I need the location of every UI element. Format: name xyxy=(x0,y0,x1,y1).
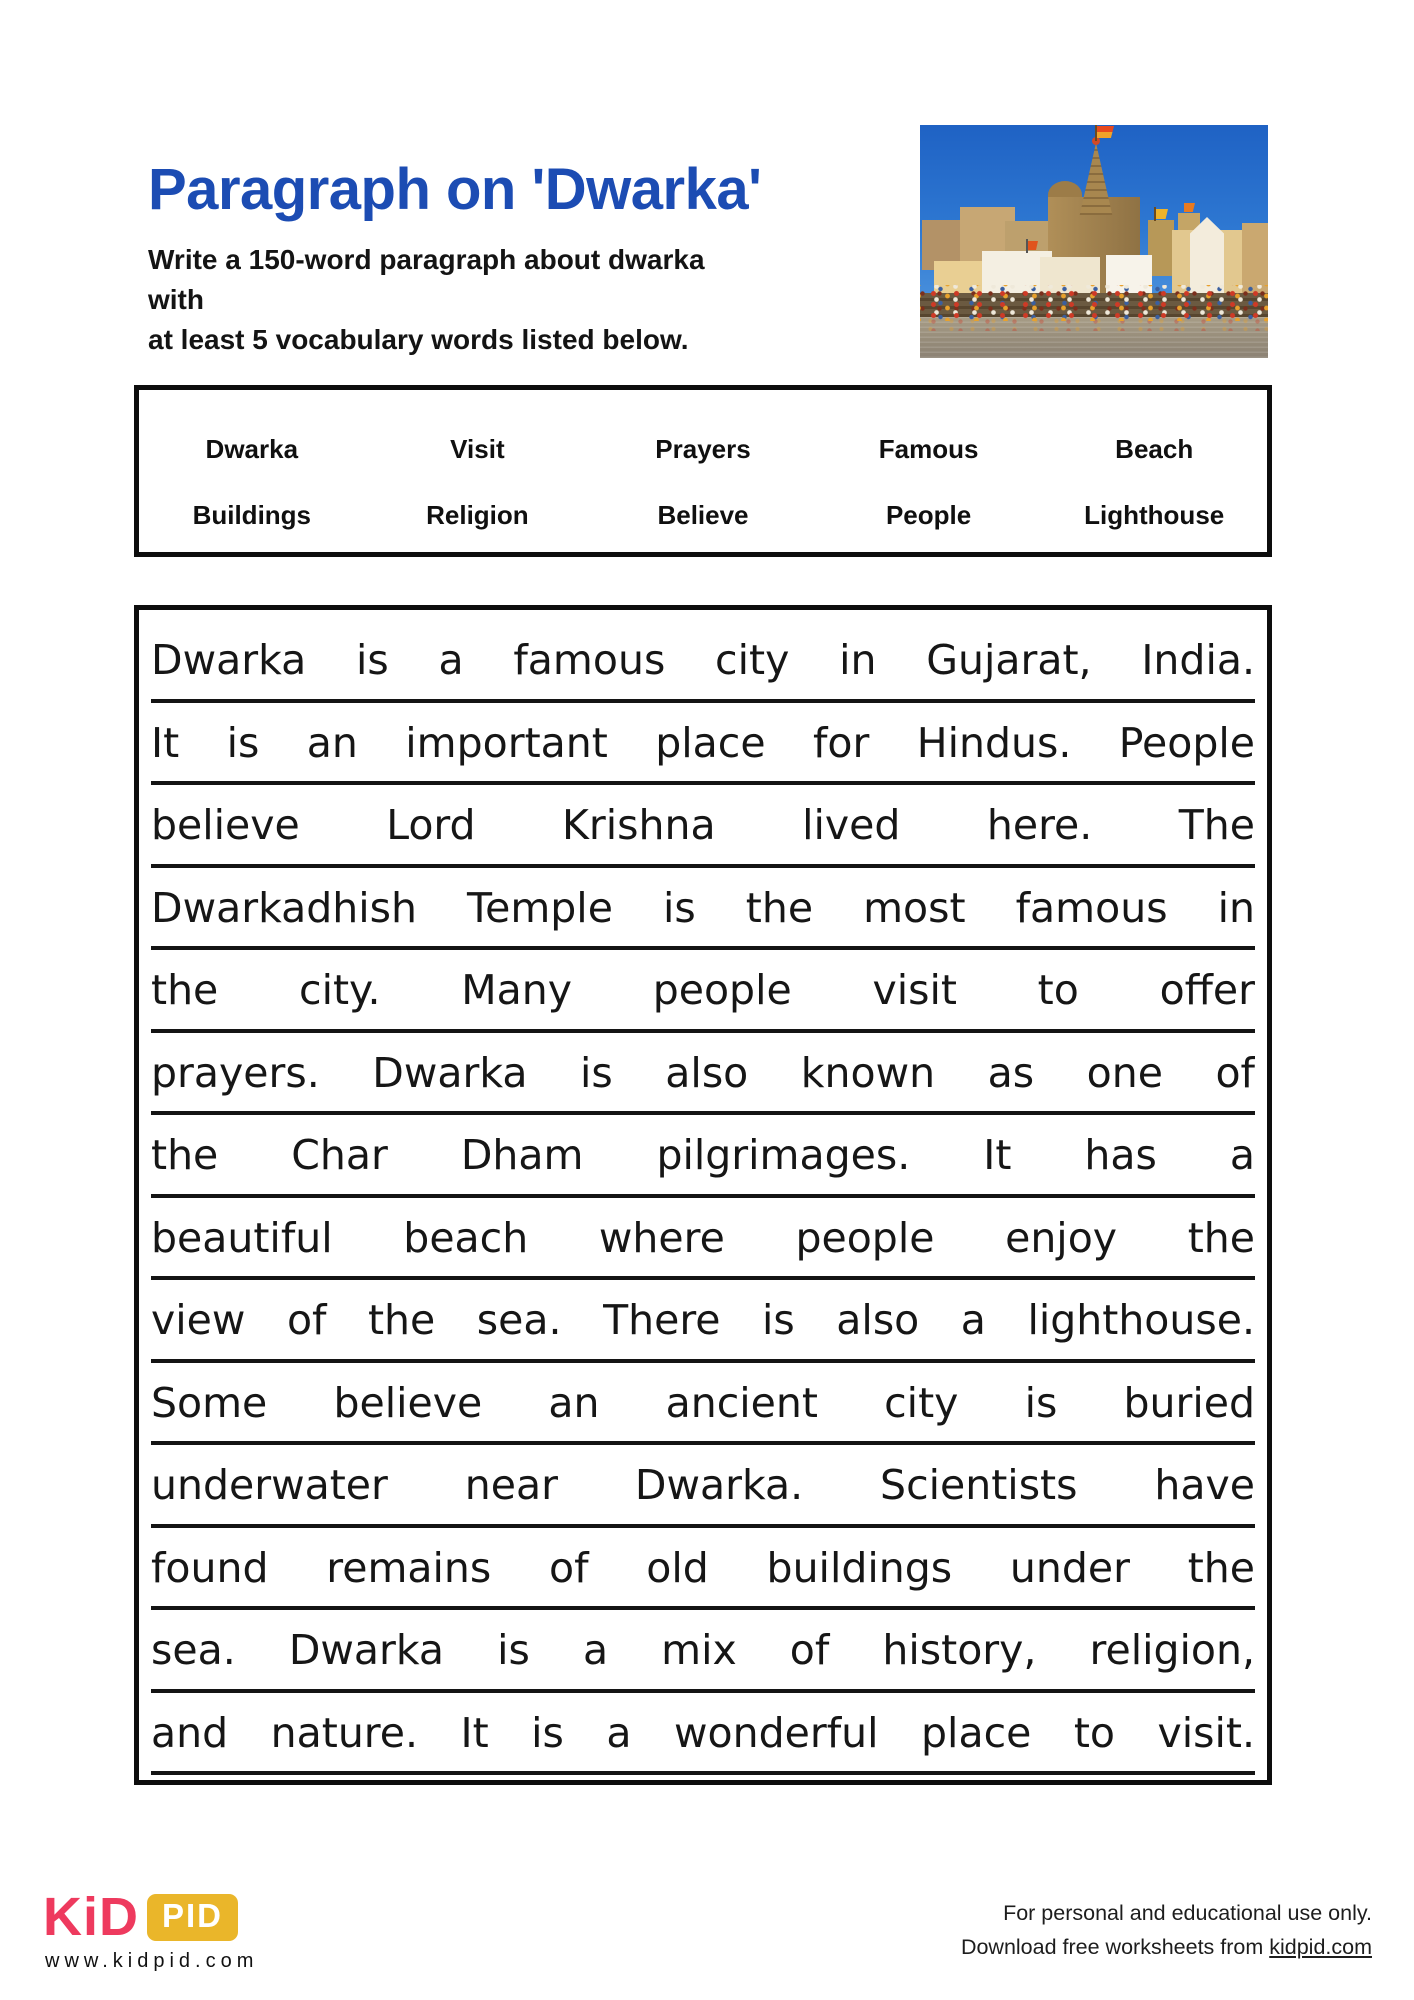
paragraph-line: view of the sea. There is also a lighthouse. xyxy=(151,1284,1255,1367)
vocab-word-buildings: Buildings xyxy=(192,499,312,530)
photo-flag-pole xyxy=(1154,207,1156,221)
paragraph-box xyxy=(134,605,1272,1785)
kidpid-website-url: www.kidpid.com xyxy=(45,1950,259,1972)
vocab-word-famous: Famous xyxy=(878,433,979,464)
vocab-word-visit: Visit xyxy=(450,433,505,464)
photo-flag-pole xyxy=(1026,239,1028,253)
kidpid-logo-pid-badge: PID xyxy=(147,1894,238,1941)
paragraph-line: sea. Dwarka is a mix of history, religion, xyxy=(151,1614,1255,1697)
paragraph-line: the Char Dham pilgrimages. It has a xyxy=(151,1119,1255,1202)
paragraph-line: beautiful beach where people enjoy the xyxy=(151,1202,1255,1285)
paragraph-line: prayers. Dwarka is also known as one of xyxy=(151,1037,1255,1120)
vocabulary-grid xyxy=(139,390,1267,548)
paragraph-line: believe Lord Krishna lived here. The xyxy=(151,789,1255,872)
paragraph-line: underwater near Dwarka. Scientists have xyxy=(151,1449,1255,1532)
vocab-word-beach: Beach xyxy=(1115,433,1194,464)
paragraph-line: found remains of old buildings under the xyxy=(151,1532,1255,1615)
kidpid-link[interactable]: kidpid.com xyxy=(1269,1935,1372,1959)
footer-note-line-2 xyxy=(961,1930,1372,1964)
paragraph-line: Dwarka is a famous city in Gujarat, India. xyxy=(151,624,1255,707)
vocab-word-dwarka: Dwarka xyxy=(205,433,299,464)
paragraph-line: It is an important place for Hindus. People xyxy=(151,707,1255,790)
vocab-word-people: People xyxy=(885,499,972,530)
vocab-word-lighthouse: Lighthouse xyxy=(1084,499,1225,530)
footer-note xyxy=(961,1896,1372,1964)
vocab-word-prayers: Prayers xyxy=(655,433,751,464)
kidpid-logo-kid-text: KiD xyxy=(43,1887,139,1947)
dwarka-city-temple-photo xyxy=(920,125,1268,358)
paragraph-line: Dwarkadhish Temple is the most famous in xyxy=(151,872,1255,955)
paragraph-line: and nature. It is a wonderful place to visit. xyxy=(151,1697,1255,1780)
page-instructions xyxy=(148,240,768,360)
footer-note-line-2-text: Download free worksheets from xyxy=(960,1935,1270,1959)
vocabulary-box xyxy=(134,385,1272,557)
photo-flag-pole xyxy=(1095,125,1097,141)
kidpid-logo xyxy=(43,1886,238,1948)
paragraph-line: Some believe an ancient city is buried xyxy=(151,1367,1255,1450)
vocab-word-believe: Believe xyxy=(657,499,749,530)
instructions-line-1: Write a 150-word paragraph about dwarka with xyxy=(148,244,705,315)
footer-note-line-1: For personal and educational use only. xyxy=(1003,1901,1372,1925)
page-title: Paragraph on 'Dwarka' xyxy=(148,157,762,222)
vocab-word-religion: Religion xyxy=(426,499,529,530)
photo-crowd xyxy=(920,285,1268,321)
paragraph-line: the city. Many people visit to offer xyxy=(151,954,1255,1037)
instructions-line-2: at least 5 vocabulary words listed below. xyxy=(148,324,689,355)
